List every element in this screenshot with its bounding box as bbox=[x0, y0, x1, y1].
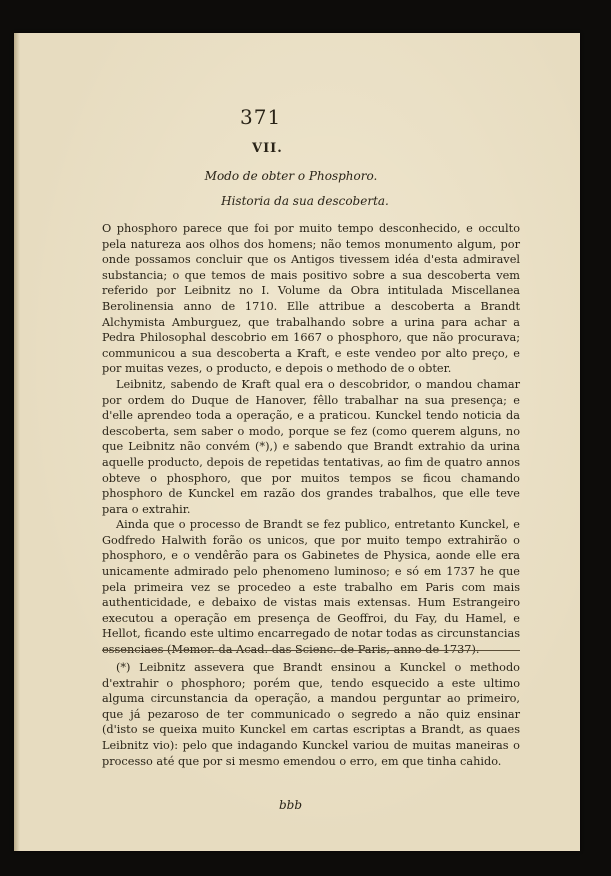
paragraph-3: Ainda que o processo de Brandt se fez publico, entretanto Kunckel, e Godfredo Halwith forão os unicos, que por muito tempo extrahirão o phosphoro, e o vendêrão para os Gabinetes de Physica, aonde elle era unicamente admirado pelo phenomeno luminoso; e só em 1737 he que pela primeira vez se procedeo a este trabalho em Paris com mais authenticidade, e debaixo de vistas mais extensas. Hum Estrangeiro executou a operação em presença de Geoffroi, du Fay, du Hamel, e Hellot, ficando este ultimo encarregado de notar todas as circunstancias essenciaes (Memor. da Acad. das Scienc. de Paris, anno de 1737). bbox=[102, 518, 520, 657]
page-number: 371 bbox=[240, 105, 282, 129]
chapter-number: VII. bbox=[252, 141, 283, 156]
footnote bbox=[102, 660, 520, 769]
page-gutter-shadow bbox=[14, 33, 20, 851]
paragraph-2: Leibnitz, sabendo de Kraft qual era o descobridor, o mandou chamar por ordem do Duque de Hanover, fêllo trabalhar na sua presença; e d'elle aprendeo toda a operação, e a praticou. Kunckel tendo noticia da descoberta, sem saber o modo, porque se fez (como querem alguns, no que Leibnitz não convém (*),) e sabendo que Brandt extrahio da urina aquelle producto, depois de repetidas tentativas, ao fim de quatro annos obteve o phosphoro, que por muitos tempos se ficou chamando phosphoro de Kunckel em razão dos grandes trabalhos, que elle teve para o extrahir. bbox=[102, 377, 520, 516]
section-subtitle: Historia da sua descoberta. bbox=[221, 194, 389, 208]
body-text bbox=[102, 221, 520, 658]
footnote-divider bbox=[102, 650, 520, 651]
footnote-text: (*) Leibnitz assevera que Brandt ensinou a Kunckel o methodo d'extrahir o phosphoro; porém que, tendo esquecido a este ultimo alguma circunstancia da operação, a mandou perguntar ao primeiro, que já pezaroso de ter communicado o segredo a não quiz ensinar (d'isto se queixa muito Kunckel em cartas escriptas a Brandt, as quaes Leibnitz vio): pelo que indagando Kunckel variou de muitas maneiras o processo até que por si mesmo emendou o erro, em que tinha cahido. bbox=[102, 661, 520, 768]
book-page bbox=[14, 33, 580, 851]
signature-mark: bbb bbox=[279, 798, 303, 812]
section-title: Modo de obter o Phosphoro. bbox=[204, 169, 378, 183]
paragraph-1: O phosphoro parece que foi por muito tempo desconhecido, e occulto pela natureza aos olhos dos homens; não temos monumento algum, por onde possamos concluir que os Antigos tivessem idéa d'esta admiravel substancia; o que temos de mais positivo sobre a sua descoberta vem referido por Leibnitz no I. Volume da Obra intitulada Miscellanea Berolinensia anno de 1710. Elle attribue a descoberta a Brandt Alchymista Amburguez, que trabalhando sobre a urina para achar a Pedra Philosophal descobrio em 1667 o phosphoro, que não procurava; communicou a sua descoberta a Kraft, e este vendeo por alto preço, e por muitas vezes, o producto, e depois o methodo de o obter. bbox=[102, 222, 520, 376]
